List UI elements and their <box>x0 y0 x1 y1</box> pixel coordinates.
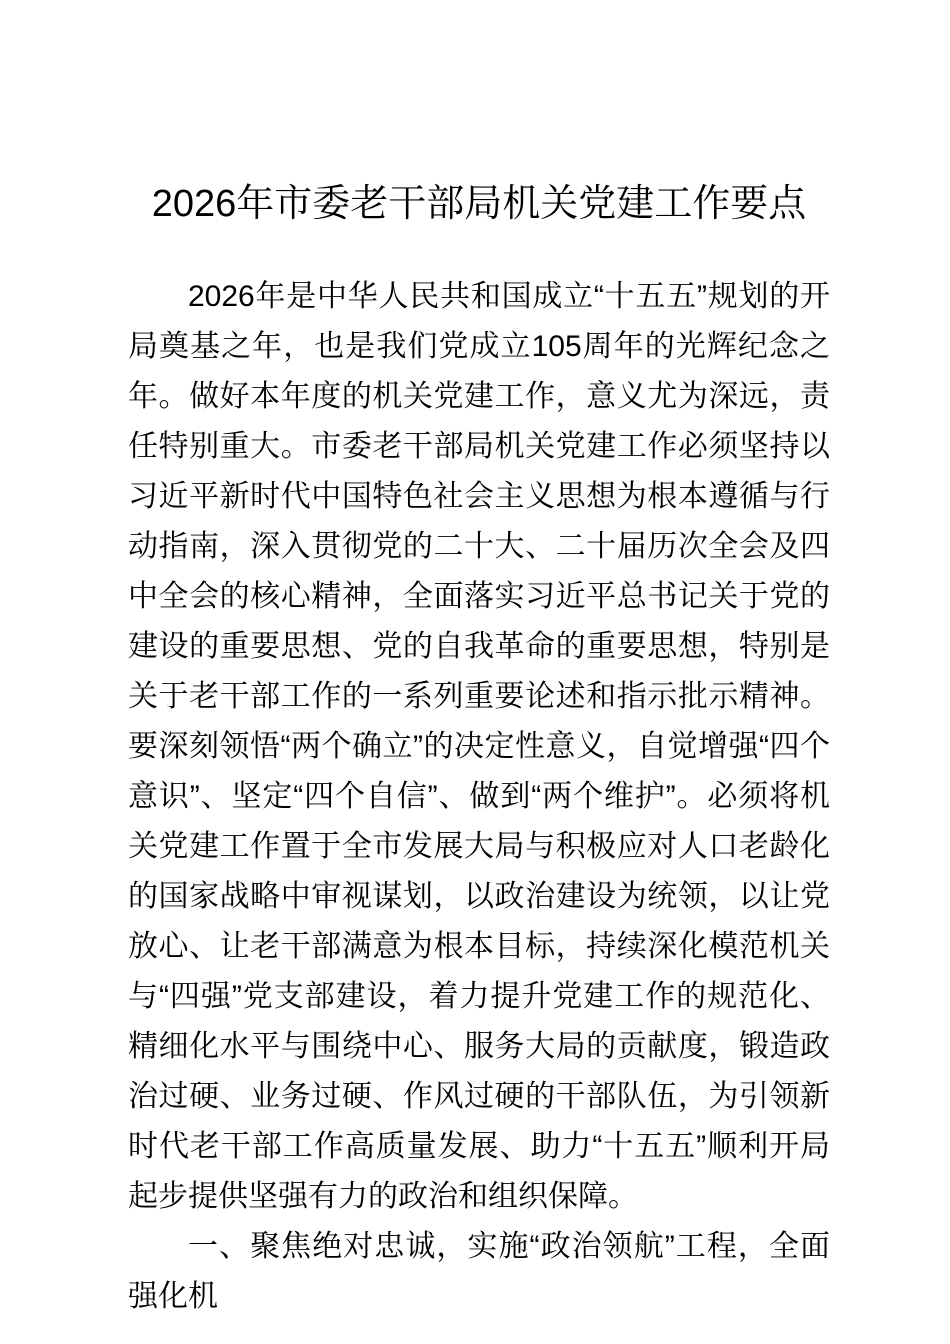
page-title: 2026年市委老干部局机关党建工作要点 <box>151 183 807 225</box>
body-paragraph-intro: 2026年是中华人民共和国成立“十五五”规划的开局奠基之年，也是我们党成立105周年的光辉纪念之年。做好本年度的机关党建工作，意义尤为深远，责任特别重大。市委老干部局机关党建工作必须坚持以习近平新时代中国特色社会主义思想为根本遵循与行动指南，深入贯彻党的二十大、二十届历次全会及四中全会的核心精神，全面落实习近平总书记关于党的建设的重要思想、党的自我革命的重要思想，特别是关于老干部工作的一系列重要论述和指示批示精神。要深刻领悟“两个确立”的决定性意义，自觉增强“四个意识”、坚定“四个自信”、做到“两个维护”。必须将机关党建工作置于全市发展大局与积极应对人口老龄化的国家战略中审视谋划，以政治建设为统领，以让党放心、让老干部满意为根本目标，持续深化模范机关与“四强”党支部建设，着力提升党建工作的规范化、精细化水平与围绕中心、服务大局的贡献度，锻造政治过硬、业务过硬、作风过硬的干部队伍，为引领新时代老干部工作高质量发展、助力“十五五”顺利开局起步提供坚强有力的政治和组织保障。 <box>128 280 830 1213</box>
body-paragraph-section-one: 一、聚焦绝对忠诚，实施“政治领航”工程，全面强化机 <box>128 1230 830 1313</box>
title-body-gap <box>128 230 830 272</box>
top-margin-spacer <box>128 0 830 178</box>
document-content-column <box>128 0 830 1322</box>
